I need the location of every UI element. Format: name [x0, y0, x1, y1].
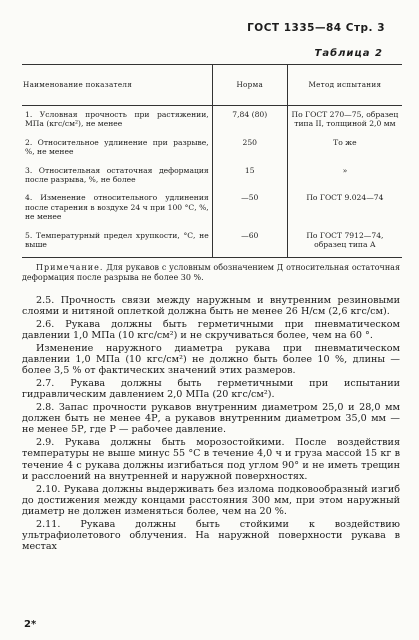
paragraph-2-6-cont: Изменение наружного диаметра рукава при пневматическом давлении 1,0 МПа (10 кгс/см²) не должно быть более 10 %, длины — более 3,5 % от фактических значений этих размеров.: [22, 342, 400, 377]
properties-table: [22, 64, 402, 258]
row-method: По ГОСТ 270—75, образец типа II, толщиной 2,0 мм: [287, 106, 402, 134]
row-norm: —60: [212, 227, 287, 258]
paragraph-2-11: 2.11. Рукава должны быть стойкими к воздействию ультрафиолетового облучения. На наружной поверхности рукава в местах: [22, 518, 400, 553]
column-header-norm: Норма: [212, 65, 287, 106]
table-row: [22, 227, 402, 258]
table-row: [22, 189, 402, 226]
paragraph-2-10: 2.10. Рукава должны выдерживать без излома подковообразный изгиб до достижения между концами расстояния 300 мм, при этом наружный диаметр не должен изменяться более, чем на 20 %.: [22, 483, 400, 518]
row-name: 2. Относительное удлинение при разрыве, %, не менее: [25, 137, 209, 157]
table-row: [22, 162, 402, 190]
row-norm: 15: [212, 162, 287, 190]
running-header: ГОСТ 1335—84 Стр. 3: [247, 22, 385, 34]
row-name: 1. Условная прочность при растяжении, МПа (кгс/см²), не менее: [25, 110, 209, 129]
column-header-method: Метод испытания: [287, 65, 402, 106]
table-note: [22, 263, 400, 283]
row-norm: 7,84 (80): [212, 106, 287, 134]
table-header-row: [22, 65, 402, 106]
note-text: Для рукавов с условным обозначением Д относительная остаточная деформация после разрыва не более 30 %.: [22, 263, 400, 282]
table-title: Таблица 2: [314, 48, 383, 59]
row-norm: 250: [212, 134, 287, 162]
paragraph-2-8: 2.8. Запас прочности рукавов внутренним диаметром 25,0 и 28,0 мм должен быть не менее 4Р, а рукавов внутренним диаметром 35,0 мм — не менее 5Р, где Р — рабочее давление.: [22, 401, 400, 436]
row-method: По ГОСТ 7912—74, образец типа А: [287, 227, 402, 258]
paragraph-2-5: 2.5. Прочность связи между наружным и внутренним резиновыми слоями и нитяной оплеткой должна быть не менее 26 Н/см (2,6 кгс/см).: [22, 295, 400, 318]
table-row: [22, 106, 402, 134]
row-name: 4. Изменение относительного удлинения после старения в воздухе 24 ч при 100 °С, %, не менее: [25, 193, 209, 222]
row-name: 3. Относительная остаточная деформация после разрыва, %, не более: [25, 165, 209, 185]
note-label: Примечание.: [36, 263, 104, 272]
column-header-name: Наименование показателя: [22, 65, 212, 106]
row-method: »: [287, 162, 402, 190]
page-mark: 2*: [24, 619, 37, 630]
row-method: По ГОСТ 9.024—74: [287, 189, 402, 226]
paragraph-2-7: 2.7. Рукава должны быть герметичными при испытании гидравлическим давлением 2,0 МПа (20 кгс/см²).: [22, 377, 400, 401]
paragraph-2-6: 2.6. Рукава должны быть герметичными при пневматическом давлении 1,0 МПа (10 кгс/см²) и не скручиваться более, чем на 60 °.: [22, 318, 400, 342]
row-name: 5. Температурный предел хрупкости, °С, не выше: [22, 227, 212, 258]
body-text: [22, 295, 400, 554]
row-method: То же: [287, 134, 402, 162]
table-row: [22, 134, 402, 162]
paragraph-2-9: 2.9. Рукава должны быть морозостойкими. После воздействия температуры не выше минус 55 °С в течение 4,0 ч и груза массой 15 кг в течение 4 с рукава должны изгибаться под углом 90° и не иметь трещин и расслоений на внутренней и наружной поверхностях.: [22, 437, 400, 482]
row-norm: —50: [212, 189, 287, 226]
